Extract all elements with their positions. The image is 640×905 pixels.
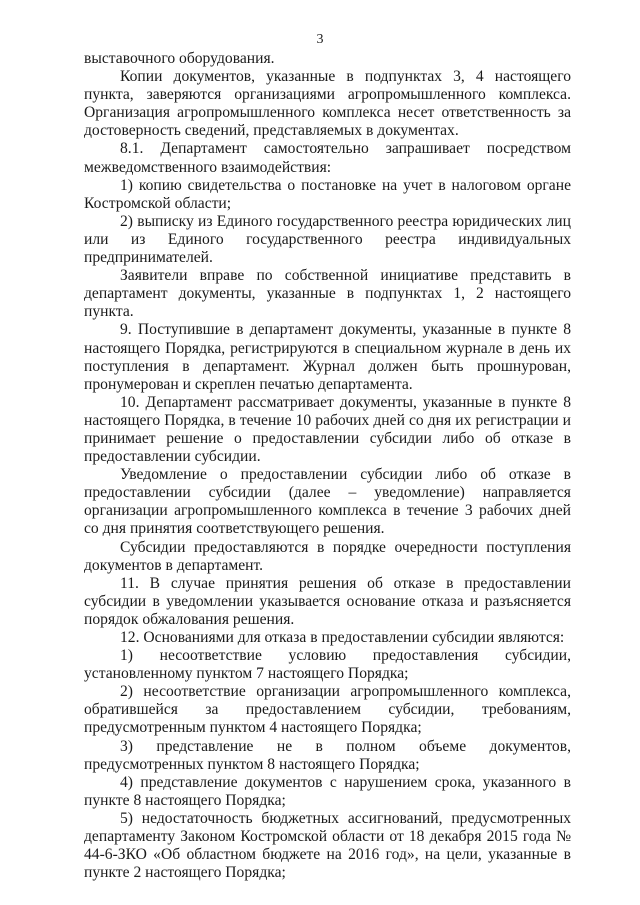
- paragraph-12-item-1: 1) несоответствие условию предоставления субсидии, установленному пунктом 7 настоящего Порядка;: [84, 647, 571, 683]
- paragraph-12-item-4: 4) представление документов с нарушением срока, указанного в пункте 8 настоящего Порядка;: [84, 773, 571, 809]
- paragraph-12-item-5: 5) недостаточность бюджетных ассигнований, предусмотренных департаменту Законом Костромской области от 18 декабря 2015 года № 44-6-ЗКО «Об областном бюджете на 2016 год», на цели, указанные в пункте 2 настоящего Порядка;: [84, 809, 571, 882]
- paragraph-11: 11. В случае принятия решения об отказе в предоставлении субсидии в уведомлении указывается основание отказа и разъясняется порядок обжалования решения.: [84, 574, 571, 628]
- paragraph-9: 9. Поступившие в департамент документы, указанные в пункте 8 настоящего Порядка, регистрируются в специальном журнале в день их поступления в департамент. Журнал должен быть прошнурован, пронумерован и скреплен печатью департамента.: [84, 321, 571, 393]
- paragraph-8-1-item-2: 2) выписку из Единого государственного реестра юридических лиц или из Единого государственного реестра индивидуальных предпринимателей.: [84, 212, 571, 267]
- paragraph-continuation: выставочного оборудования.: [84, 50, 275, 67]
- paragraph-12-item-3: 3) представление не в полном объеме документов, предусмотренных пунктом 8 настоящего Порядка;: [84, 737, 571, 773]
- paragraph-notification: Уведомление о предоставлении субсидии либо об отказе в предоставлении субсидии (далее – уведомление) направляется организации агропромышленного комплекса в течение 3 рабочих дней со дня принятия соответствующего решения.: [84, 466, 571, 538]
- paragraph-applicants-right: Заявители вправе по собственной инициативе представить в департамент документы, указанные в подпунктах 1, 2 настоящего пункта.: [84, 267, 571, 321]
- paragraph-12-item-2: 2) несоответствие организации агропромышленного комплекса, обратившейся за предоставлением субсидии, требованиям, предусмотренным пунктом 4 настоящего Порядка;: [84, 683, 571, 737]
- paragraph-10: 10. Департамент рассматривает документы, указанные в пункте 8 настоящего Порядка, в течение 10 рабочих дней со дня их регистрации и принимает решение о предоставлении субсидии либо об отказе в предоставлении субсидии.: [84, 393, 571, 466]
- paragraph-copies: Копии документов, указанные в подпунктах 3, 4 настоящего пункта, заверяются организациями агропромышленного комплекса. Организация агропромышленного комплекса несет ответственность за достоверность сведений, представляемых в документах.: [84, 68, 571, 140]
- paragraph-order: Субсидии предоставляются в порядке очередности поступления документов в департамент.: [84, 538, 571, 574]
- paragraph-12: 12. Основаниями для отказа в предоставлении субсидии являются:: [120, 629, 565, 646]
- paragraph-8-1-item-1: 1) копию свидетельства о постановке на учет в налоговом органе Костромской области;: [84, 176, 571, 212]
- document-body: [84, 50, 571, 882]
- page-number: 3: [316, 32, 324, 47]
- paragraph-8-1: 8.1. Департамент самостоятельно запрашивает посредством межведомственного взаимодействия:: [84, 140, 571, 176]
